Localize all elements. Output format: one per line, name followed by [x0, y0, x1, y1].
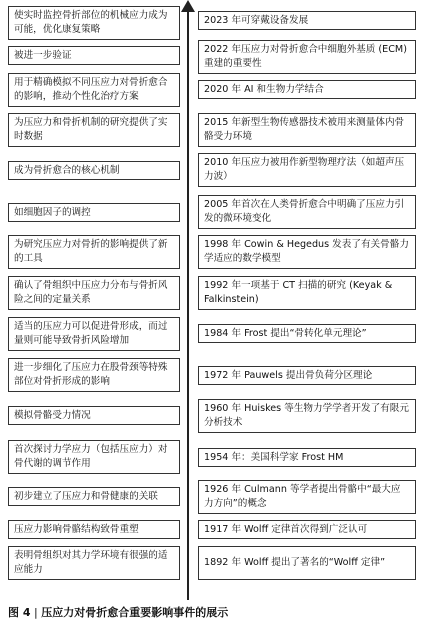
event-box: 1998 年 Cowin & Hegedus 发表了有关骨骼力学适应的数学模型 [198, 235, 416, 269]
event-box: 1960 年 Huiskes 等生物力学学者开发了有限元分析技术 [198, 399, 416, 433]
caption-text: 压应力对骨折愈合重要影响事件的展示 [41, 606, 229, 619]
event-box: 1892 年 Wolff 提出了著名的“Wolff 定律” [198, 546, 416, 580]
impact-box: 为研究压应力对骨折的影响提供了新的工具 [8, 235, 180, 269]
caption-separator: | [33, 606, 38, 619]
event-box: 2020 年 AI 和生物力学结合 [198, 80, 416, 99]
impact-box: 适当的压应力可以促进骨形成，而过量则可能导致骨折风险增加 [8, 317, 180, 351]
event-box: 1917 年 Wolff 定律首次得到广泛认可 [198, 520, 416, 539]
impact-box: 成为骨折愈合的核心机制 [8, 161, 180, 180]
impact-box: 被进一步验证 [8, 46, 180, 65]
impact-box: 确认了骨组织中压应力分布与骨折风险之间的定量关系 [8, 276, 180, 310]
impact-box: 表明骨组织对其力学环境有很强的适应能力 [8, 546, 180, 580]
event-box: 1992 年一项基于 CT 扫描的研究 (Keyak & Falkinstein) [198, 276, 416, 310]
event-box: 1972 年 Pauwels 提出骨负荷分区理论 [198, 366, 416, 385]
event-box: 1984 年 Frost 提出“骨转化单元理论” [198, 324, 416, 343]
event-box: 2022 年压应力对骨折愈合中细胞外基质 (ECM) 重建的重要性 [198, 40, 416, 74]
event-box: 2023 年可穿戴设备发展 [198, 11, 416, 30]
impact-box: 模拟骨骼受力情况 [8, 406, 180, 425]
event-box: 1926 年 Culmann 等学者提出骨骼中“最大应力方向”的概念 [198, 480, 416, 514]
impact-box: 为压应力和骨折机制的研究提供了实时数据 [8, 113, 180, 147]
figure-caption [8, 605, 228, 621]
impact-box: 进一步细化了压应力在股骨颈等特殊部位对骨折形成的影响 [8, 358, 180, 392]
event-box: 1954 年：美国科学家 Frost HM [198, 448, 416, 467]
event-box: 2015 年新型生物传感器技术被用来测量体内骨骼受力环境 [198, 113, 416, 147]
impact-box: 使实时监控骨折部位的机械应力成为可能，优化康复策略 [8, 6, 180, 40]
impact-box: 压应力影响骨骼结构致骨重塑 [8, 520, 180, 539]
impact-box: 首次探讨力学应力（包括压应力）对骨代谢的调节作用 [8, 440, 180, 474]
impact-box: 初步建立了压应力和骨健康的关联 [8, 487, 180, 506]
caption-label: 图 4 [8, 606, 31, 619]
event-box: 2010 年压应力被用作新型物理疗法（如超声压力波） [198, 153, 416, 187]
impact-box: 如细胞因子的调控 [8, 203, 180, 222]
event-box: 2005 年首次在人类骨折愈合中明确了压应力引发的微环境变化 [198, 195, 416, 229]
impact-box: 用于精确模拟不同压应力对骨折愈合的影响，推动个性化治疗方案 [8, 73, 180, 107]
timeline-axis [187, 8, 189, 600]
